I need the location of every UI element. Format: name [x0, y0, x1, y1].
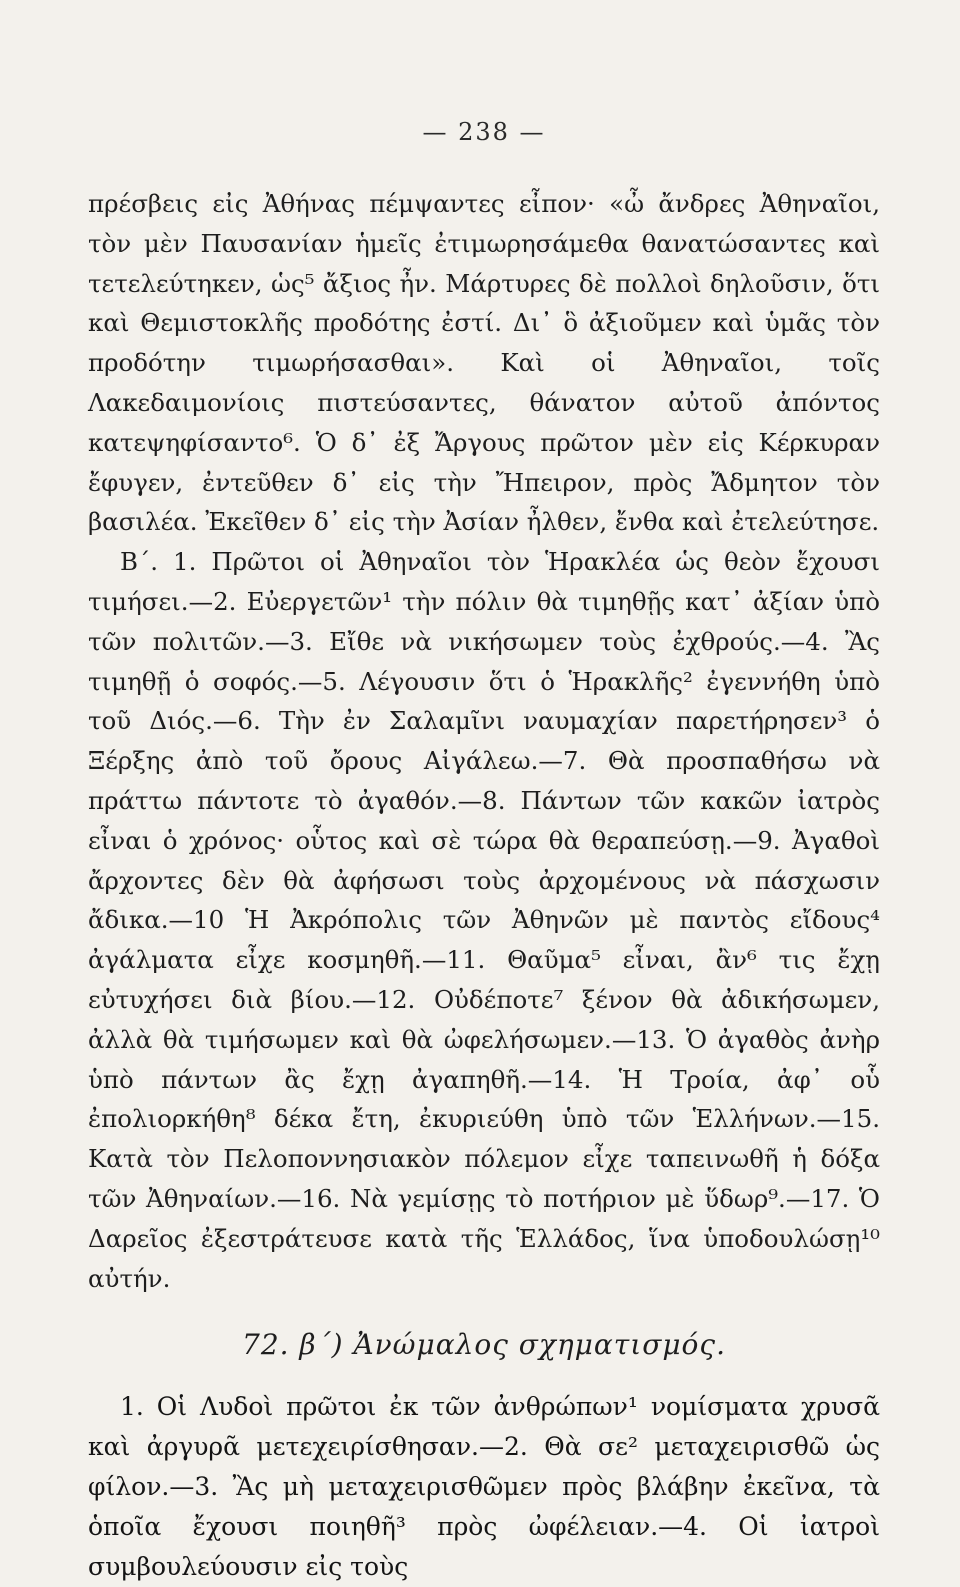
- section-heading: 72. β΄) Ἀνώμαλος σχηματισμός.: [242, 1328, 726, 1362]
- paragraph-exercise-b: Β΄. 1. Πρῶτοι οἱ Ἀθηναῖοι τὸν Ἡρακλέα ὡς θεὸν ἔχουσι τιμήσει.—2. Εὐεργετῶν¹ τὴν πόλιν θὰ τιμηθῇς κατ᾽ ἀξίαν ὑπὸ τῶν πολιτῶν.—3. Εἴθε νὰ νικήσωμεν τοὺς ἐχθρούς.—4. Ἂς τιμηθῇ ὁ σοφός.—5. Λέγουσιν ὅτι ὁ Ἡρακλῆς² ἐγεννήθη ὑπὸ τοῦ Διός.—6. Τὴν ἐν Σαλαμῖνι ναυμαχίαν παρετήρησεν³ ὁ Ξέρξης ἀπὸ τοῦ ὄρους Αἰγάλεω.—7. Θὰ προσπαθήσω νὰ πράττω πάντοτε τὸ ἀγαθόν.—8. Πάντων τῶν κακῶν ἰατρὸς εἶναι ὁ χρόνος· οὗτος καὶ σὲ τώρα θὰ θεραπεύσῃ.—9. Ἀγαθοὶ ἄρχοντες δὲν θὰ ἀφήσωσι τοὺς ἀρχομένους νὰ πάσχωσιν ἄδικα.—10 Ἡ Ἀκρόπολις τῶν Ἀθηνῶν μὲ παντὸς εἴδους⁴ ἀγάλματα εἶχε κοσμηθῆ.—11. Θαῦμα⁵ εἶναι, ἂν⁶ τις ἔχῃ εὐτυχήσει διὰ βίου.—12. Οὐδέποτε⁷ ξένον θὰ ἀδικήσωμεν, ἀλλὰ θὰ τιμήσωμεν καὶ θὰ ὠφελήσωμεν.—13. Ὁ ἀγαθὸς ἀνὴρ ὑπὸ πάντων ἂς ἔχῃ ἀγαπηθῆ.—14. Ἡ Τροία, ἀφ᾽ οὗ ἐπολιορκήθη⁸ δέκα ἔτη, ἐκυριεύθη ὑπὸ τῶν Ἑλλήνων.—15. Κατὰ τὸν Πελοποννησιακὸν πόλεμον εἶχε ταπεινωθῆ ἡ δόξα τῶν Ἀθηναίων.—16. Νὰ γεμίσῃς τὸ ποτήριον μὲ ὕδωρ⁹.—17. Ὁ Δαρεῖος ἐξεστράτευσε κατὰ τῆς Ἑλλάδος, ἵνα ὑποδουλώσῃ¹⁰ αὐτήν.: [88, 547, 880, 1293]
- paragraph-exercise-72: 1. Οἱ Λυδοὶ πρῶτοι ἐκ τῶν ἀνθρώπων¹ νομίσματα χρυσᾶ καὶ ἀργυρᾶ μετεχειρίσθησαν.—2. Θὰ σε² μεταχειρισθῶ ὡς φίλον.—3. Ἂς μὴ μεταχειρισθῶμεν πρὸς βλάβην ἐκεῖνα, τὰ ὁποῖα ἔχουσι ποιηθῆ³ πρὸς ὠφέλειαν.—4. Οἱ ἰατροὶ συμβουλεύουσιν εἰς τοὺς: [88, 1392, 880, 1582]
- paragraph-themistocles: πρέσβεις εἰς Ἀθήνας πέμψαντες εἶπον· «ὦ ἄνδρες Ἀθηναῖοι, τὸν μὲν Παυσανίαν ἡμεῖς ἐτιμωρησάμεθα θανατώσαντες καὶ τετελεύτηκεν, ὡς⁵ ἄξιος ἦν. Μάρτυρες δὲ πολλοὶ δηλοῦσιν, ὅτι καὶ Θεμιστοκλῆς προδότης ἐστί. Δι᾽ ὃ ἀξιοῦμεν καὶ ὑμᾶς τὸν προδότην τιμωρήσασθαι». Καὶ οἱ Ἀθηναῖοι, τοῖς Λακεδαιμονίοις πιστεύσαντες, θάνατον αὐτοῦ ἀπόντος κατεψηφίσαντο⁶. Ὁ δ᾽ ἐξ Ἄργους πρῶτον μὲν εἰς Κέρκυραν ἔφυγεν, ἐντεῦθεν δ᾽ εἰς τὴν Ἤπειρον, πρὸς Ἄδμητον τὸν βασιλέα. Ἐκεῖθεν δ᾽ εἰς τὴν Ἀσίαν ἦλθεν, ἔνθα καὶ ἐτελεύτησε.: [88, 189, 880, 537]
- page-number: — 238 —: [422, 118, 546, 146]
